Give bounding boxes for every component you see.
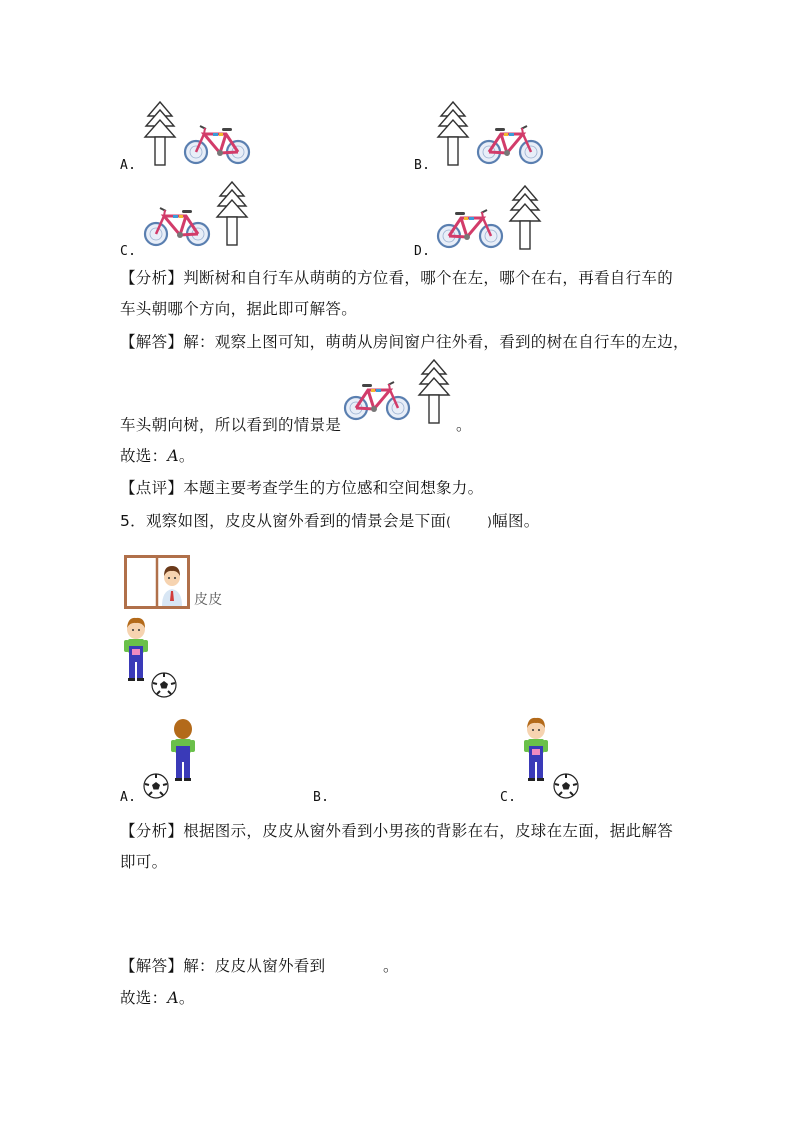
q5-answer-prefix: 故选： bbox=[120, 989, 168, 1007]
bike-left-of-tree-solution bbox=[343, 360, 458, 430]
window-figure bbox=[124, 555, 190, 613]
q4-answer-prefix: 故选： bbox=[120, 447, 168, 465]
q4-solution-line-2-suffix: 。 bbox=[456, 416, 472, 434]
boy-front-ball-right-c bbox=[524, 717, 584, 801]
q5-question bbox=[120, 511, 540, 532]
option-d-figure bbox=[436, 186, 546, 260]
q4-answer bbox=[120, 446, 195, 466]
ball-left-boy-back-right bbox=[143, 717, 198, 801]
q4-analysis-line-2: 车头朝哪个方向，据此即可解答。 bbox=[120, 300, 358, 318]
bike-left-of-tree-c bbox=[143, 182, 253, 252]
option-a-figure bbox=[143, 100, 253, 174]
q5-option-a-figure bbox=[143, 717, 198, 805]
q4-comment: 【点评】本题主要考查学生的方位感和空间想象力。 bbox=[120, 479, 484, 497]
pipi-label: 皮皮 bbox=[194, 592, 223, 608]
q4-option-c-label[interactable]: C. bbox=[120, 244, 137, 259]
option-c-figure bbox=[143, 182, 253, 256]
q5-solution bbox=[120, 956, 325, 976]
option-b-figure bbox=[436, 100, 546, 174]
q4-solution-line-1: 【解答】解：观察上图可知，萌萌从房间窗户往外看，看到的树在自行车的左边， bbox=[120, 333, 689, 351]
q4-analysis-line-1: 【分析】判断树和自行车从萌萌的方位看，哪个在左，哪个在右，再看自行车的 bbox=[120, 269, 674, 287]
q5-paren-open: ( bbox=[446, 515, 452, 529]
q5-solution-prefix: 【解答】解：皮皮从窗外看到 bbox=[120, 957, 326, 975]
q5-answer-letter: A bbox=[167, 989, 179, 1007]
boy-front-ball-right bbox=[124, 617, 184, 699]
q5-paren-close: ) bbox=[487, 515, 493, 529]
q4-option-a-label[interactable]: A. bbox=[120, 158, 137, 173]
boy-with-ball-figure bbox=[124, 617, 184, 703]
window-with-pipi bbox=[124, 555, 190, 609]
q5-option-a-label[interactable]: A. bbox=[120, 790, 137, 805]
bike-left-of-tree-d bbox=[436, 186, 546, 256]
q4-solution-figure bbox=[343, 360, 458, 434]
q5-option-c-label[interactable]: C. bbox=[500, 790, 517, 805]
q5-analysis-line-1: 【分析】根据图示，皮皮从窗外看到小男孩的背影在右，皮球在左面，据此解答 bbox=[120, 822, 674, 840]
q5-option-c-figure bbox=[524, 717, 584, 805]
q5-answer bbox=[120, 988, 195, 1008]
tree-left-of-bike-a bbox=[143, 100, 253, 170]
q5-question-prefix: 5．观察如图，皮皮从窗外看到的情景会是下面 bbox=[120, 512, 447, 530]
q5-analysis-line-2: 即可。 bbox=[120, 853, 168, 871]
q4-option-d-label[interactable]: D. bbox=[414, 244, 431, 259]
q4-solution-line-2 bbox=[120, 415, 341, 435]
q4-answer-suffix: 。 bbox=[178, 447, 195, 465]
tree-left-of-bike-b bbox=[436, 100, 546, 170]
q5-solution-suffix: 。 bbox=[383, 957, 399, 975]
q5-question-suffix: 幅图。 bbox=[492, 512, 540, 530]
q4-solution-line-2-prefix: 车头朝向树，所以看到的情景是 bbox=[120, 416, 342, 434]
q5-answer-suffix: 。 bbox=[178, 989, 195, 1007]
q5-option-b-label[interactable]: B. bbox=[313, 790, 330, 805]
q4-option-b-label[interactable]: B. bbox=[414, 158, 431, 173]
q4-answer-letter: A bbox=[167, 447, 179, 465]
